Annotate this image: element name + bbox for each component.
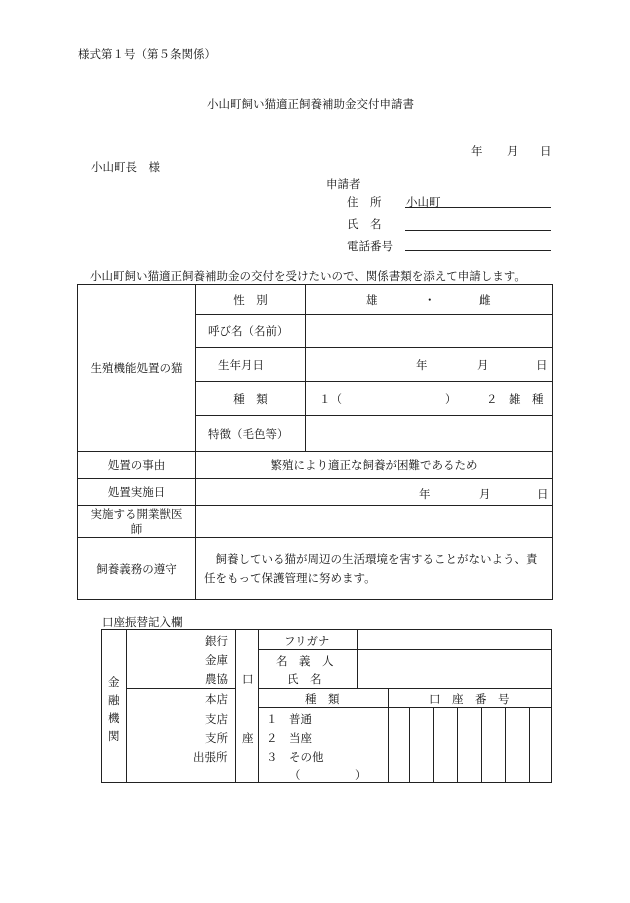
type-other-paren-close: ） bbox=[355, 768, 367, 782]
callname-label: 呼び名（名前） bbox=[196, 315, 306, 348]
branch-type-shucchojo[interactable]: 出張所 bbox=[193, 750, 228, 764]
reason-label: 処置の事由 bbox=[78, 452, 196, 479]
institution-label-3: 機 bbox=[108, 711, 120, 725]
type-other[interactable]: ３ その他 bbox=[266, 750, 324, 764]
page-title: 小山町飼い猫適正飼養補助金交付申請書 bbox=[207, 97, 414, 111]
inst-type-bank[interactable]: 銀行 bbox=[205, 634, 228, 648]
inst-type-nokyo[interactable]: 農協 bbox=[205, 672, 228, 686]
duty-text-line-1: 飼養している猫が周辺の生活環境を害することがないよう、責 bbox=[204, 551, 538, 566]
address-label: 住 所 bbox=[347, 195, 382, 209]
address-value[interactable]: 小山町 bbox=[406, 195, 441, 209]
breed-option-2[interactable]: ２ 雑 種 bbox=[486, 392, 544, 406]
address-underline bbox=[405, 207, 551, 208]
treatment-day: 日 bbox=[537, 487, 549, 501]
reason-value: 繁殖により適正な飼養が困難であるため bbox=[196, 452, 553, 479]
breed-field[interactable] bbox=[306, 382, 553, 416]
features-field[interactable] bbox=[306, 416, 553, 452]
institution-label-2: 融 bbox=[108, 693, 120, 707]
breed-close-paren: ） bbox=[445, 392, 457, 406]
birth-field[interactable] bbox=[306, 348, 553, 382]
vet-label bbox=[78, 506, 196, 538]
birth-month: 月 bbox=[477, 358, 489, 372]
branch-type-honten[interactable]: 本店 bbox=[205, 692, 228, 706]
account-label-2: 座 bbox=[242, 731, 254, 745]
phone-field[interactable] bbox=[405, 250, 551, 251]
institution-label-1: 金 bbox=[108, 675, 120, 689]
sex-female[interactable]: 雌 bbox=[479, 293, 491, 307]
sex-dot: ・ bbox=[424, 293, 436, 307]
bank-section-title: 口座振替記入欄 bbox=[102, 615, 183, 629]
type-label: 種 類 bbox=[305, 692, 340, 706]
vet-field[interactable] bbox=[196, 506, 553, 538]
name-field[interactable] bbox=[405, 230, 551, 231]
account-label-1: 口 bbox=[242, 672, 254, 686]
breed-label: 種 類 bbox=[196, 382, 306, 416]
treatment-date-label: 処置実施日 bbox=[78, 479, 196, 506]
institution-label-4: 関 bbox=[108, 729, 120, 743]
cat-group-label: 生殖機能処置の猫 bbox=[78, 285, 196, 452]
holder-label-2: 氏 名 bbox=[287, 672, 322, 686]
duty-label: 飼養義務の遵守 bbox=[78, 538, 196, 600]
holder-label-1: 名 義 人 bbox=[276, 654, 334, 668]
cat-info-table bbox=[77, 284, 553, 600]
birth-day: 日 bbox=[536, 358, 548, 372]
vet-label-line-1: 実施する開業獣医 bbox=[90, 506, 183, 521]
birth-year: 年 bbox=[416, 358, 428, 372]
date-year: 年 bbox=[471, 144, 483, 158]
phone-label: 電話番号 bbox=[347, 239, 393, 253]
application-statement: 小山町飼い猫適正飼養補助金の交付を受けたいので、関係書類を添えて申請します。 bbox=[90, 269, 526, 283]
sex-label: 性 別 bbox=[196, 285, 306, 315]
date-day: 日 bbox=[540, 144, 552, 158]
sex-male[interactable]: 雄 bbox=[366, 293, 378, 307]
vet-label-line-2: 師 bbox=[130, 521, 143, 536]
breed-option-1[interactable]: １（ bbox=[319, 392, 342, 406]
birth-label: 生年月日 bbox=[196, 348, 306, 382]
date-month: 月 bbox=[507, 144, 519, 158]
callname-field[interactable] bbox=[306, 315, 553, 348]
addressee: 小山町長 様 bbox=[91, 160, 160, 174]
type-other-paren-open: （ bbox=[289, 768, 301, 782]
duty-text-line-2: 任をもって保護管理に努めます。 bbox=[204, 570, 376, 585]
treatment-month: 月 bbox=[479, 487, 491, 501]
branch-type-shiten[interactable]: 支店 bbox=[205, 712, 228, 726]
name-label: 氏 名 bbox=[347, 217, 382, 231]
sex-field[interactable] bbox=[306, 285, 553, 315]
treatment-date-field[interactable] bbox=[196, 479, 553, 506]
branch-type-shisho[interactable]: 支所 bbox=[205, 731, 228, 745]
account-number-label: 口 座 番 号 bbox=[429, 692, 510, 706]
type-futsu[interactable]: １ 普通 bbox=[266, 712, 312, 726]
form-number: 様式第１号（第５条関係） bbox=[78, 47, 216, 61]
duty-text bbox=[196, 538, 553, 600]
furigana-label: フリガナ bbox=[284, 634, 330, 648]
applicant-label: 申請者 bbox=[326, 177, 361, 191]
treatment-year: 年 bbox=[419, 487, 431, 501]
features-label: 特徴（毛色等） bbox=[196, 416, 306, 452]
type-toza[interactable]: ２ 当座 bbox=[266, 731, 312, 745]
inst-type-shinkin[interactable]: 金庫 bbox=[205, 653, 228, 667]
